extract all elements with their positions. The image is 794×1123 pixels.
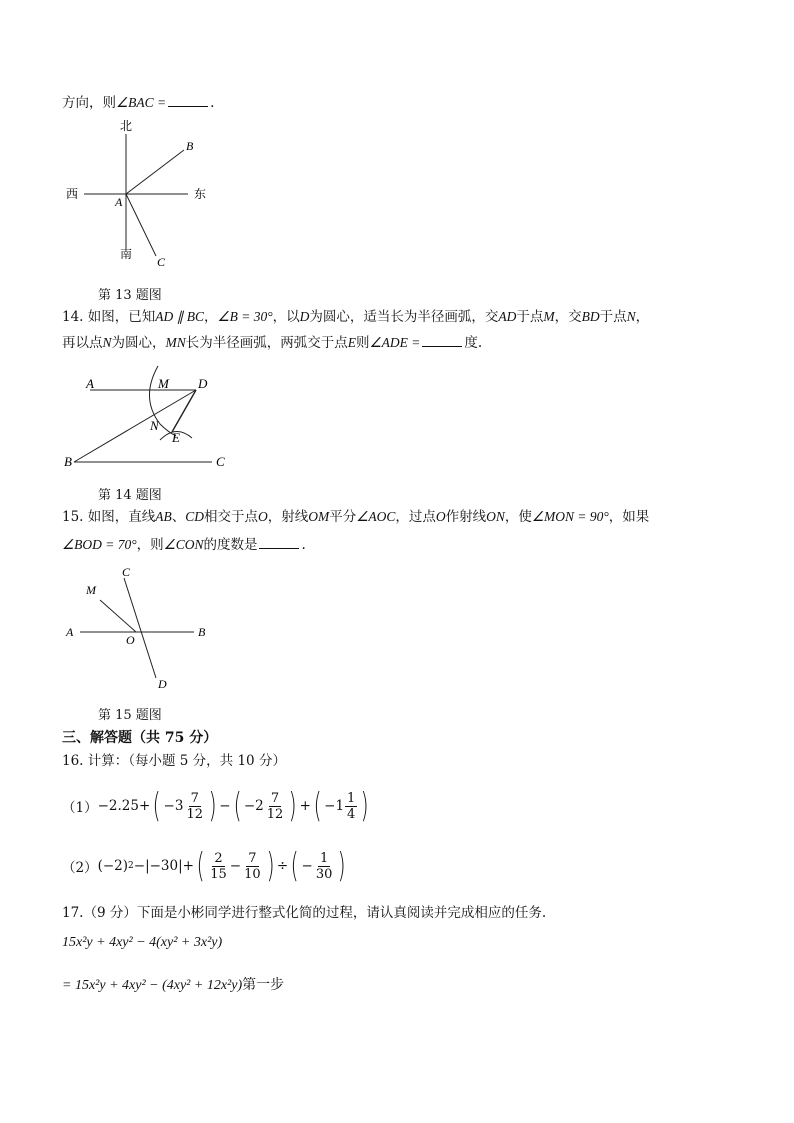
- label-b: B: [198, 625, 206, 639]
- q14-parallel-lines-figure: [60, 358, 240, 474]
- label-south: 南: [120, 247, 133, 261]
- ray-ab: [126, 150, 184, 194]
- line-de: [172, 390, 196, 432]
- label-m: M: [86, 583, 96, 597]
- q17-heading: 17.（9 分）下面是小彬同学进行整式化简的过程，请认真阅读并完成相应的任务.: [62, 905, 547, 921]
- label-b: B: [64, 454, 72, 469]
- fraction: $\frac{1}{4}$: [347, 790, 356, 822]
- q15-caption: 第 15 题图: [98, 708, 162, 723]
- q14-line-2: 再以点N为圆心，MN长为半径画弧，两弧交于点E则∠ADE = 度.: [62, 332, 482, 352]
- fraction: $\frac{2}{15}$: [210, 850, 227, 882]
- label-a: A: [115, 195, 123, 209]
- q15-line-1: 15. 如图，直线AB、CD相交于点O，射线OM平分∠AOC，过点O作射线ON，使∠MON = 90°，如果: [62, 509, 650, 525]
- label-east: 东: [194, 187, 207, 201]
- label-n: N: [150, 418, 159, 433]
- answer-blank: [259, 534, 299, 549]
- q14-line-1: 14. 如图，已知AD ∥ BC，∠B = 30°，以D为圆心，适当长为半径画弧，交AD于点M，交BD于点N，: [62, 309, 650, 325]
- label-c: C: [157, 255, 166, 269]
- fraction: $\frac{7}{12}$: [186, 790, 203, 822]
- section-heading: 三、解答题（共 75 分）: [62, 730, 218, 746]
- answer-blank: [422, 332, 462, 347]
- label-a: A: [66, 625, 74, 639]
- label-d: D: [158, 677, 167, 691]
- q16-part-2: （2） (−2) 2 −|−30|+ ( $\frac{2}{15}$ − $\frac{7}{10}$ ) ÷ ( − $\frac{1}{30}$ ): [62, 846, 346, 886]
- q16-heading: 16. 计算：（每小题 5 分，共 10 分）: [62, 753, 286, 769]
- q13-caption: 第 13 题图: [98, 288, 162, 303]
- label-west: 西: [66, 187, 79, 201]
- ray-om: [100, 600, 136, 632]
- fraction: $\frac{7}{12}$: [266, 790, 284, 822]
- label-a: A: [86, 376, 94, 391]
- q15-intersecting-lines-figure: [60, 560, 220, 694]
- label-b: B: [186, 139, 194, 153]
- q17-expression-line-1: 15x²y + 4xy² − 4(xy² + 3x²y): [62, 935, 223, 950]
- label-e: E: [172, 430, 180, 445]
- answer-blank: [168, 92, 208, 107]
- q16-part-1: （1） −2.25+ ( −3 $\frac{7}{12}$ ) − ( −2 $\frac{7}{12}$ ) + ( −1 $\frac{1}{4}$ ): [62, 786, 369, 826]
- q15-line-2: ∠BOD = 70°，则∠CON的度数是 .: [62, 534, 306, 554]
- q13-compass-figure: [60, 116, 220, 272]
- line-cd: [124, 578, 156, 678]
- label-d: D: [198, 376, 208, 391]
- fraction: $\frac{1}{30}$: [315, 850, 333, 882]
- label-north: 北: [120, 119, 133, 133]
- q13-answer-line: 方向，则∠BAC = .: [62, 92, 214, 112]
- label-o: O: [126, 633, 135, 647]
- line-bd: [74, 390, 196, 462]
- label-c: C: [216, 454, 225, 469]
- fraction: $\frac{7}{10}$: [244, 850, 261, 882]
- label-c: C: [122, 565, 131, 579]
- q17-expression-line-2: = 15x²y + 4xy² − (4xy² + 12x²y)第一步: [62, 977, 285, 993]
- label-m: M: [158, 376, 169, 391]
- q14-caption: 第 14 题图: [98, 488, 162, 503]
